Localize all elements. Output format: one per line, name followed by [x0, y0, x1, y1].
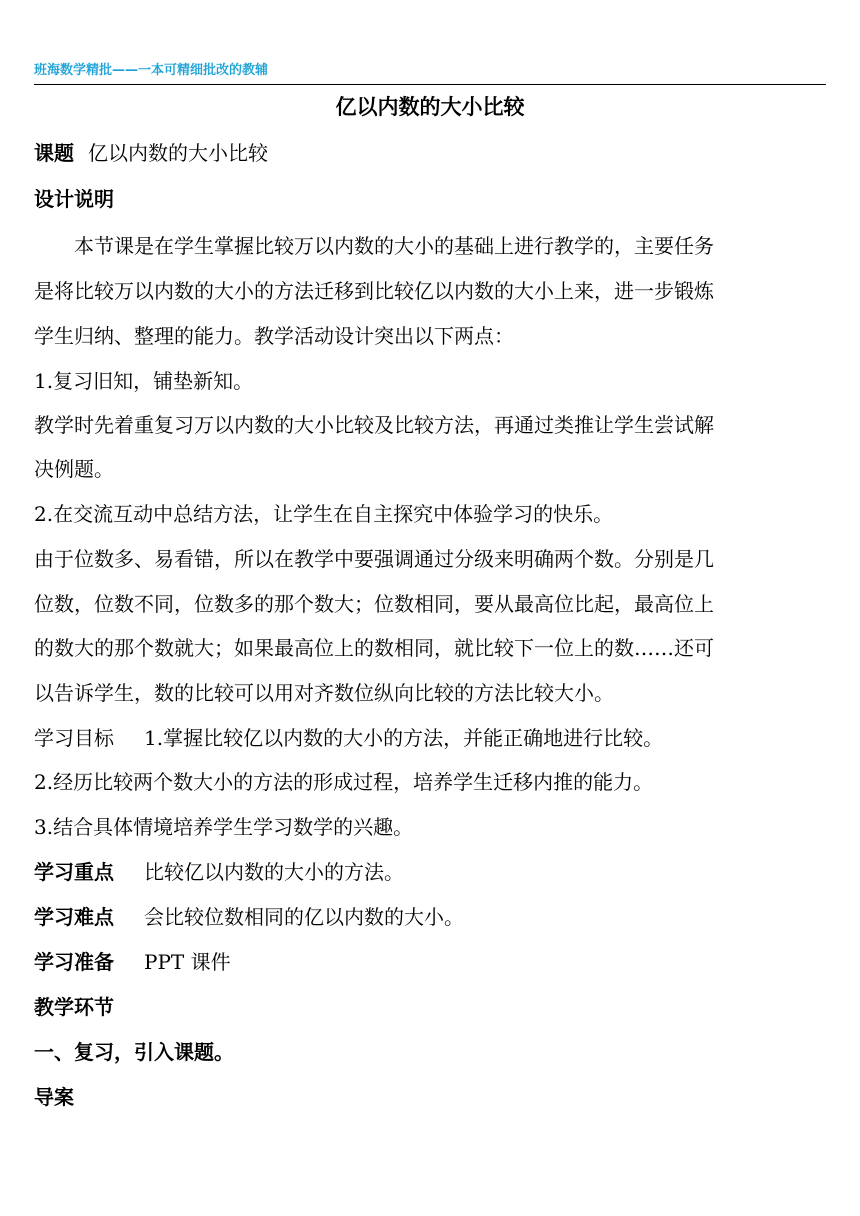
page-header — [34, 62, 826, 85]
objective-3: 3.结合具体情境培养学生学习数学的兴趣。 — [34, 815, 414, 839]
document-title: 亿以内数的大小比较 — [335, 95, 525, 119]
guide-heading: 导案 — [34, 1085, 74, 1109]
design-paragraph-line-1: 本节课是在学生掌握比较万以内数的大小的基础上进行教学的，主要任务 — [74, 234, 714, 258]
design-paragraph-line-3: 学生归纳、整理的能力。教学活动设计突出以下两点： — [34, 324, 514, 348]
design-heading: 设计说明 — [34, 187, 114, 211]
topic-label: 课题 — [34, 141, 74, 165]
topic-line — [34, 138, 826, 168]
preparation-value: PPT 课件 — [144, 950, 231, 974]
point-1-line-2: 决例题。 — [34, 457, 114, 481]
section-1-heading: 一、复习，引入课题。 — [34, 1040, 234, 1064]
difficulty-label: 学习难点 — [34, 905, 114, 929]
objective-2: 2.经历比较两个数大小的方法的形成过程，培养学生迁移内推的能力。 — [34, 770, 654, 794]
preparation-line — [34, 947, 826, 977]
topic-value: 亿以内数的大小比较 — [88, 141, 268, 165]
key-point-label: 学习重点 — [34, 860, 114, 884]
point-2-line-4: 以告诉学生，数的比较可以用对齐数位纵向比较的方法比较大小。 — [34, 681, 614, 705]
header-text: 班海数学精批——一本可精细批改的教辅 — [34, 63, 269, 78]
design-paragraph-line-2: 是将比较万以内数的大小的方法迁移到比较亿以内数的大小上来，进一步锻炼 — [34, 279, 714, 303]
objectives-label: 学习目标 — [34, 726, 114, 750]
point-2-line-3: 的数大的那个数就大；如果最高位上的数相同，就比较下一位上的数……还可 — [34, 636, 714, 660]
point-2-line-1: 由于位数多、易看错，所以在教学中要强调通过分级来明确两个数。分别是几 — [34, 547, 714, 571]
objective-1: 1.掌握比较亿以内数的大小的方法，并能正确地进行比较。 — [144, 726, 664, 750]
point-2-title: 2.在交流互动中总结方法，让学生在自主探究中体验学习的快乐。 — [34, 502, 614, 526]
point-1-title: 1.复习旧知，铺垫新知。 — [34, 369, 254, 393]
preparation-label: 学习准备 — [34, 950, 114, 974]
point-1-line-1: 教学时先着重复习万以内数的大小比较及比较方法，再通过类推让学生尝试解 — [34, 413, 714, 437]
key-point-line — [34, 857, 826, 887]
point-2-line-2: 位数，位数不同，位数多的那个数大；位数相同，要从最高位比起，最高位上 — [34, 592, 714, 616]
difficulty-value: 会比较位数相同的亿以内数的大小。 — [144, 905, 464, 929]
key-point-value: 比较亿以内数的大小的方法。 — [144, 860, 404, 884]
objectives-line — [34, 723, 826, 753]
teaching-heading: 教学环节 — [34, 995, 114, 1019]
difficulty-line — [34, 902, 826, 932]
